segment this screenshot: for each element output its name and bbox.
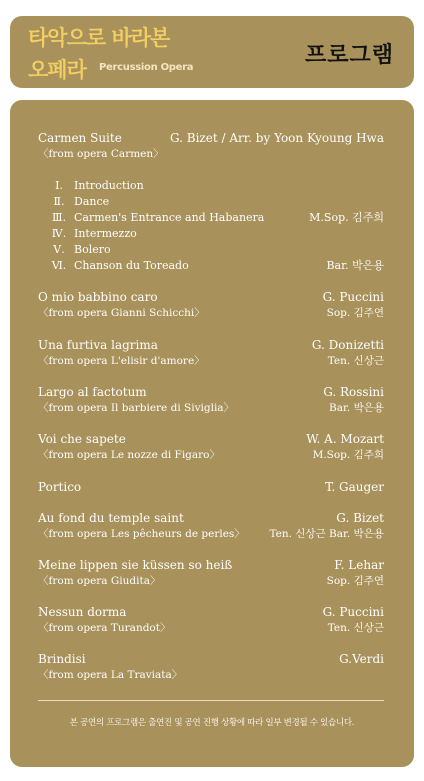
program-item-title-row bbox=[38, 337, 384, 353]
program-item-title-row bbox=[38, 557, 384, 573]
program-item-source-row bbox=[38, 353, 384, 369]
program-heading: 프로그램 bbox=[304, 43, 394, 68]
piece-title: Carmen Suite bbox=[38, 131, 122, 145]
piece-title: O mio babbino caro bbox=[38, 290, 158, 304]
piece-performer: Ten. 신상근 bbox=[327, 622, 384, 634]
movement-number: Ⅳ. bbox=[51, 227, 67, 240]
piece-performer: Sop. 김주연 bbox=[326, 575, 384, 587]
movement-number: Ⅴ. bbox=[53, 243, 65, 256]
piece-source: 〈from opera L'elisir d'amore〉 bbox=[38, 355, 205, 367]
movement-item bbox=[48, 210, 384, 226]
piece-performer: Ten. 신상근 Bar. 박은용 bbox=[269, 528, 384, 540]
movement-name: Introduction bbox=[74, 179, 144, 192]
program-item-title-row bbox=[38, 289, 384, 305]
program-item-source-row bbox=[38, 146, 384, 162]
movement-number: Ⅲ. bbox=[51, 211, 67, 224]
piece-title: Brindisi bbox=[38, 652, 86, 666]
program-item-title-row bbox=[38, 510, 384, 526]
piece-source: 〈from opera Le nozze di Figaro〉 bbox=[38, 449, 221, 461]
movement-item bbox=[48, 194, 384, 210]
movement-item bbox=[48, 226, 384, 242]
program-item-title-row bbox=[38, 651, 384, 667]
footnote: 본 공연의 프로그램은 출연진 및 공연 진행 상황에 따라 일부 변경될 수 있습니다. bbox=[69, 718, 355, 728]
program-panel bbox=[10, 100, 414, 767]
piece-title: Nessun dorma bbox=[38, 605, 127, 619]
movement-name: Dance bbox=[74, 195, 110, 208]
concert-title: 타악으로 바라본 bbox=[28, 26, 170, 50]
piece-source: 〈from opera Giudita〉 bbox=[38, 575, 161, 587]
movement-name: Bolero bbox=[74, 243, 111, 256]
movement-item bbox=[48, 242, 384, 258]
piece-composer: F. Lehar bbox=[334, 558, 384, 572]
piece-performer: Sop. 김주연 bbox=[326, 307, 384, 319]
program-item-source-row bbox=[38, 620, 384, 636]
piece-composer: G. Bizet / Arr. by Yoon Kyoung Hwa bbox=[169, 131, 384, 145]
piece-composer: G. Donizetti bbox=[311, 338, 384, 352]
piece-title: Largo al factotum bbox=[38, 385, 147, 399]
movement-number: Ⅱ. bbox=[53, 195, 65, 208]
piece-title: Portico bbox=[38, 480, 82, 494]
program-item-title-row bbox=[38, 130, 384, 146]
piece-composer: G. Rossini bbox=[323, 385, 384, 399]
piece-composer: G. Puccini bbox=[322, 290, 384, 304]
piece-performer: Bar. 박은용 bbox=[329, 402, 384, 414]
piece-source: 〈from opera Les pêcheurs de perles〉 bbox=[38, 528, 245, 540]
piece-composer: T. Gauger bbox=[325, 480, 384, 494]
piece-title: Voi che sapete bbox=[38, 432, 126, 446]
program-item-source-row bbox=[38, 667, 384, 683]
program-item-source-row bbox=[38, 305, 384, 321]
program-item-source-row bbox=[38, 573, 384, 589]
movement-number: Ⅵ. bbox=[51, 259, 67, 272]
program-item-title-row bbox=[38, 479, 384, 495]
piece-composer: G. Puccini bbox=[322, 605, 384, 619]
program-item-source-row bbox=[38, 447, 384, 463]
movement-item bbox=[48, 258, 384, 274]
concert-subtitle: Percussion Opera bbox=[99, 62, 194, 73]
program-item-title-row bbox=[38, 604, 384, 620]
piece-source: 〈from opera Carmen〉 bbox=[38, 148, 164, 160]
piece-performer: Ten. 신상근 bbox=[327, 355, 384, 367]
movement-item bbox=[48, 178, 384, 194]
piece-source: 〈from opera Gianni Schicchi〉 bbox=[38, 307, 205, 319]
piece-composer: G.Verdi bbox=[339, 652, 384, 666]
movement-name: Carmen's Entrance and Habanera bbox=[74, 211, 265, 224]
piece-source: 〈from opera La Traviata〉 bbox=[38, 669, 183, 681]
piece-composer: W. A. Mozart bbox=[306, 432, 384, 446]
header-banner bbox=[10, 16, 414, 88]
movement-name: Chanson du Toreado bbox=[74, 259, 189, 272]
piece-title: Au fond du temple saint bbox=[38, 511, 184, 525]
concert-title-opera: 오페라 bbox=[28, 58, 86, 82]
piece-source: 〈from opera Turandot〉 bbox=[38, 622, 171, 634]
piece-performer: M.Sop. 김주희 bbox=[312, 449, 384, 461]
program-item-title-row bbox=[38, 384, 384, 400]
piece-source: 〈from opera Il barbiere di Siviglia〉 bbox=[38, 402, 235, 414]
movement-number: Ⅰ. bbox=[55, 179, 63, 192]
piece-composer: G. Bizet bbox=[336, 511, 384, 525]
movement-name: Intermezzo bbox=[74, 227, 137, 240]
movement-performer: M.Sop. 김주희 bbox=[309, 211, 384, 224]
divider bbox=[38, 700, 384, 701]
piece-title: Una furtiva lagrima bbox=[38, 338, 158, 352]
program-item-source-row bbox=[38, 400, 384, 416]
piece-title: Meine lippen sie küssen so heiß bbox=[38, 558, 233, 572]
program-item-title-row bbox=[38, 431, 384, 447]
movement-performer: Bar. 박은용 bbox=[326, 259, 384, 272]
program-item-source-row bbox=[38, 526, 384, 542]
